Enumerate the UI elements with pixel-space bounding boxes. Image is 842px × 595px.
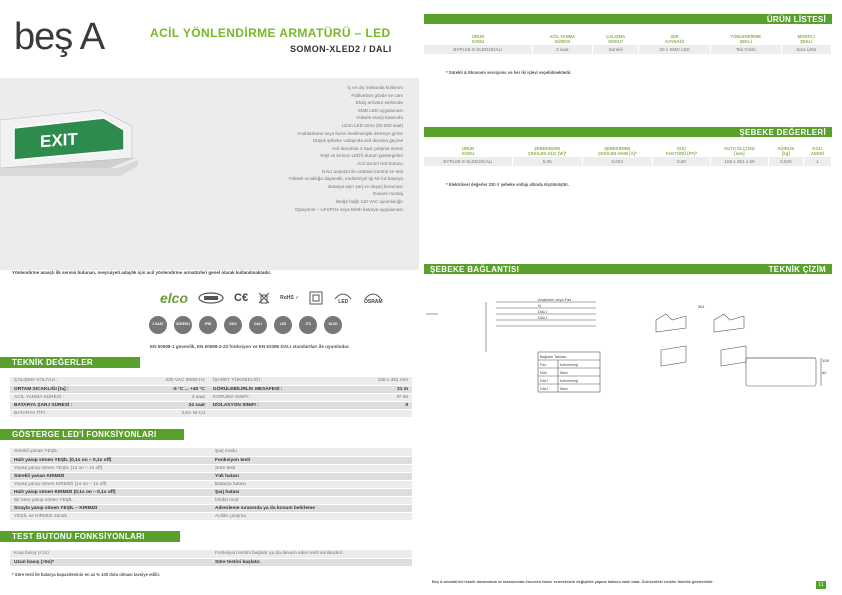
product-caption: Yönlendirme amaçlı ilk servisi bulunan, meşruiyeti adaylık için acil yönlendirme armatürleri genel olarak kullanılmaktadır.: [12, 270, 272, 275]
table-cell: Sürekli yanan KIRMIZI: [10, 472, 211, 480]
table-cell: Yavaş yanıp sönen YEŞİL (1s on – 1s off): [10, 464, 211, 472]
class-ii-icon: [309, 291, 323, 305]
exit-sign-illustration: [0, 106, 140, 194]
table-cell: 0,034: [582, 157, 652, 166]
table-row: [10, 488, 412, 496]
table-cell: Sırayla yanıp sönen YEŞİL – KIRMIZI: [10, 504, 211, 512]
rohs-icon: RoHS ✓: [280, 295, 300, 301]
elco-logo: elco: [160, 290, 189, 306]
table-row: [10, 558, 412, 566]
led-functions-heading-text: GÖSTERGE LED'İ FONKSİYONLARI: [12, 430, 157, 439]
list-item: Acil durumda 3 saat çalışma süresi: [331, 145, 403, 151]
osram-badge: [363, 291, 383, 305]
exit-sign-text: EXIT: [40, 129, 78, 152]
standards-text: EN 60598-1 güvenlik, EN 60598-2-22 fonksiyon ve EN 62386 DALI standartları ile uyumludur.: [150, 344, 350, 349]
footer-note: Beş A armatürleri teknik donanımda ve tasarımında önceden haber vermeksizin değişiklik yapma hakkını saklı tutar. Ürünlerdeki renkler farklılık gösterebilir.: [432, 580, 714, 584]
product-list-heading: [424, 14, 832, 24]
dimension-label: 60: [822, 370, 827, 375]
table-cell: ORTAM SICAKLIĞI [ta] :: [10, 385, 126, 393]
tech-values-heading-text: TEKNİK DEĞERLER: [12, 358, 93, 367]
wire-label: DALI: [538, 315, 547, 320]
list-item: Yüksek enerji tasarrufu: [356, 115, 403, 121]
table-row: [10, 409, 412, 417]
table-cell: BYPL06-S-XLED2/DALI: [424, 45, 532, 54]
grid-values-header-row: [424, 145, 832, 157]
table-cell: Uzun basış (>5s)*: [10, 558, 211, 566]
wire-label: N: [538, 303, 541, 308]
badge-nicd-icon: NI-CD: [324, 316, 342, 334]
table-cell: [345, 409, 412, 417]
list-item: İç ve dış mekanda kullanım: [347, 85, 403, 90]
table-row: [10, 512, 412, 520]
table-cell: İZOLASYON SINIFI :: [209, 401, 345, 409]
certification-logos: [160, 290, 383, 306]
table-cell: İŞARET YÜKSEKLİĞİ :: [209, 377, 345, 385]
table-cell: GÖRÜLEBİLİRLİK MESAFESİ :: [209, 385, 345, 393]
table-cell: Sıva Üstü: [781, 45, 831, 54]
col-header: KUTU ÖLÇÜSÜ [mm]: [724, 146, 755, 157]
table-cell: Kısa basış (<1s): [10, 550, 211, 558]
weee-bin-icon: [258, 292, 270, 304]
test-button-heading-text: TEST BUTONU FONKSİYONLARI: [12, 532, 145, 541]
table-cell: II: [345, 401, 412, 409]
list-item: Uzun LED ömrü (50.000 saat): [341, 122, 403, 128]
table-row: [10, 504, 412, 512]
table-row: [10, 496, 412, 504]
product-list-heading-text: ÜRÜN LİSTESİ: [766, 14, 826, 24]
wire-label: DALI: [538, 309, 547, 314]
logo-main: beş: [14, 16, 73, 58]
table-row: [10, 480, 412, 488]
led-functions-table: [10, 448, 412, 521]
table-cell: Fonksiyon testini başlatır ya da devam eden testi sonlandırır.: [211, 550, 412, 558]
tech-values-table: [10, 377, 412, 418]
test-button-table: [10, 550, 412, 567]
table-row: [10, 377, 412, 385]
table-row: [424, 45, 832, 54]
legend-value: Mavi: [560, 371, 568, 375]
col-header: AĞIRLIK [kg]: [777, 146, 795, 157]
table-cell: Sürekli yanan YEŞİL: [10, 448, 211, 456]
legend-key: Nötr: [540, 371, 547, 375]
list-item: Acil durum test butonu: [357, 160, 403, 166]
technical-drawing: [636, 290, 832, 400]
list-item: Batarya aşırı şarj ve deşarj koruması: [328, 183, 403, 189]
list-item: Etanj armatür serisinde: [355, 100, 403, 106]
list-item: Duvara montaj: [373, 191, 403, 197]
legend-key: Faz: [540, 363, 546, 367]
legend-title: Bağlantı Tablosu: [540, 355, 567, 359]
badge-surekli-icon: SÜREKLİ: [174, 316, 192, 334]
feature-list: [288, 84, 403, 213]
table-cell: Adresleme sırasında ya da konum belirleme: [211, 504, 412, 512]
logo-letter: A: [79, 16, 105, 58]
page-title: ACİL YÖNLENDİRME ARMATÜRÜ – LED: [150, 26, 391, 40]
dimension-label: 108: [822, 358, 829, 363]
table-cell: ACİL YANMA SÜRESİ :: [10, 393, 126, 401]
product-list-table: [424, 33, 832, 54]
table-row: [10, 385, 412, 393]
table-cell: Bir kere yanıp sönen YEŞİL: [10, 496, 211, 504]
legend-value: Mavi: [560, 387, 568, 391]
table-cell: Yük hatası: [211, 472, 412, 480]
table-cell: Batarya hatası: [211, 480, 412, 488]
table-cell: Acilde çalışma: [211, 512, 412, 520]
tech-drawing-heading: TEKNİK ÇİZİM: [768, 264, 826, 274]
wiring-diagram: [426, 290, 626, 400]
table-cell: Tek Yüzlü: [710, 45, 781, 54]
test-button-note: * Süre testi ile batarya kapasitesinin en az % 100 dolu olması tavsiye edilir.: [12, 572, 161, 577]
table-cell: 20 x SMD LED: [639, 45, 711, 54]
legend-value: Kahverengi: [560, 363, 579, 367]
table-cell: BATARYA TİPİ :: [10, 409, 126, 417]
page-number: 11: [816, 581, 826, 589]
product-list-note: * Sürekli & Ekonomi versiyonu ve her iki işlevi seçebilmektedir.: [446, 70, 572, 75]
table-row: [10, 464, 412, 472]
table-cell: BATARYA ŞARJ SÜRESİ :: [10, 401, 126, 409]
list-item: DALI arayüzü ile uzaktan kontrol ve test: [322, 168, 403, 174]
product-list-header-row: [424, 33, 832, 45]
brand-logo: [14, 18, 104, 56]
table-row: [10, 401, 412, 409]
table-cell: Fonksiyon testi: [211, 456, 412, 464]
osram-bulb-icon: [363, 291, 383, 299]
table-row: [424, 157, 832, 166]
table-cell: 0,630: [768, 157, 803, 166]
table-cell: 3 saat: [126, 393, 209, 401]
list-item: SMD LED uygulaması: [357, 107, 403, 113]
dimension-label: 361: [698, 304, 705, 309]
product-image-area: [0, 78, 419, 270]
table-cell: IP 65: [345, 393, 412, 401]
legend-value: Kahverengi: [560, 379, 579, 383]
table-cell: BYPL06-S-XLED2/DALI: [424, 157, 512, 166]
badge-led-icon: LED: [274, 316, 292, 334]
table-cell: [209, 409, 345, 417]
table-cell: 1: [803, 157, 831, 166]
led-label: LED: [338, 299, 349, 305]
test-button-heading: [0, 531, 180, 542]
col-header: ÇALIŞMA MODU*: [606, 34, 626, 45]
ce-icon: C€: [234, 292, 249, 304]
list-item: Yeşil ve kırmızı LED'li durum göstergeleri: [319, 153, 403, 159]
led-badge: [333, 291, 353, 305]
col-header: ŞEBEKEDEN ÇEKİLEN AKIM [A]*: [597, 146, 637, 157]
tech-values-heading: [0, 357, 140, 368]
table-cell: Süre testi: [211, 464, 412, 472]
table-cell: 3 saat: [532, 45, 592, 54]
table-cell: 108 x 361 x 60: [710, 157, 768, 166]
legend-key: DALI: [540, 379, 548, 383]
table-cell: Süre testini başlatır.: [211, 558, 412, 566]
osram-label: OSRAM: [363, 299, 383, 305]
connection-heading-bar: [424, 264, 832, 274]
cert-badges: [149, 316, 342, 334]
table-cell: 0,60: [653, 157, 711, 166]
table-cell: 108 x 361 mm: [345, 377, 412, 385]
badge-ip65-icon: IP65: [199, 316, 217, 334]
table-row: [10, 550, 412, 558]
grid-values-heading: [424, 127, 832, 137]
table-row: [10, 472, 412, 480]
col-header: ÜRÜN KODU: [461, 146, 475, 157]
table-cell: -5 °C ... +40 °C: [126, 385, 209, 393]
table-cell: 5,05: [512, 157, 582, 166]
badge-temperature-icon: -5°C: [299, 316, 317, 334]
table-row: [10, 393, 412, 401]
table-cell: İnhibit mod: [211, 496, 412, 504]
table-row: [10, 448, 412, 456]
table-cell: KORUMA SINIFI :: [209, 393, 345, 401]
grid-values-note: * Elektriksel değerler 230 V şebeke voltajı altında ölçülmüştür.: [446, 182, 569, 187]
table-cell: YEŞİL ve KIRMIZI sönük: [10, 512, 211, 520]
table-cell: 230 VAC 50/60 Hz: [126, 377, 209, 385]
led-arc-icon: [333, 291, 353, 299]
legend-key: DALI: [540, 387, 548, 391]
list-item: Polikarbon gövde ve cam: [351, 92, 403, 98]
product-model: SOMON-XLED2 / DALI: [290, 44, 392, 54]
wire-label: Anahtarlı veya Faz: [538, 297, 572, 302]
table-cell: Sürekli: [592, 45, 639, 54]
list-item: Düşük şebeke voltajında acil duruma geçme: [312, 138, 403, 144]
col-header: ÜRÜN KODU: [471, 34, 485, 45]
table-cell: 24 saat: [126, 401, 209, 409]
table-row: [10, 456, 412, 464]
grid-values-table: [424, 145, 832, 166]
table-cell: Şarj modu: [211, 448, 412, 456]
grid-values-heading-text: ŞEBEKE DEĞERLERİ: [739, 127, 826, 137]
col-header: KOLİ ADEDİ: [810, 146, 824, 157]
table-cell: 21 m: [345, 385, 412, 393]
col-header: YÖNLENDİRME ŞEKLİ: [730, 34, 762, 45]
table-cell: Yavaş yanıp sönen KIRMIZI (1s on – 1s off): [10, 480, 211, 488]
col-header: GÜÇ FAKTÖRÜ [PF]*: [665, 146, 698, 157]
badge-230v-icon: 230V: [224, 316, 242, 334]
list-item: Yüksek sıcaklığa dayanıklı, endüstriyel tip Ni-Cd batarya: [288, 176, 403, 182]
table-cell: 3,6V Ni-Cd: [126, 409, 209, 417]
list-item: Anahtarlama veya fuzen kesilmesiyle devreye girme: [297, 130, 403, 136]
grid-connection-heading: ŞEBEKE BAĞLANTISI: [430, 264, 520, 274]
table-cell: Hızlı yanıp sönen KIRMIZI (0,1s on – 0,1s off): [10, 488, 211, 496]
col-header: MONTAJ ŞEKLİ: [797, 34, 815, 45]
list-item: Opsiyonel – LiFePO4 veya NiMh batarya uygulaması: [294, 206, 403, 212]
table-cell: Şarj hatası: [211, 488, 412, 496]
col-header: ACİL YANMA SÜRESİ: [549, 34, 576, 45]
badge-dali-icon: DALI: [249, 316, 267, 334]
list-item: İsteğe bağlı 110 VAC uyumluluğu: [335, 198, 403, 204]
badge-3-saat-icon: 3 SAAT: [149, 316, 167, 334]
table-cell: Hızlı yanıp sönen YEŞİL (0,1s on – 0,1s off): [10, 456, 211, 464]
col-header: ŞEBEKEDEN ÇEKİLEN GÜÇ [W]*: [527, 146, 567, 157]
enec-icon: [198, 292, 224, 304]
col-header: IŞIK KAYNAĞI: [665, 34, 685, 45]
table-cell: ÇALIŞMA VOLTAJI :: [10, 377, 126, 385]
led-functions-heading: [0, 429, 184, 440]
